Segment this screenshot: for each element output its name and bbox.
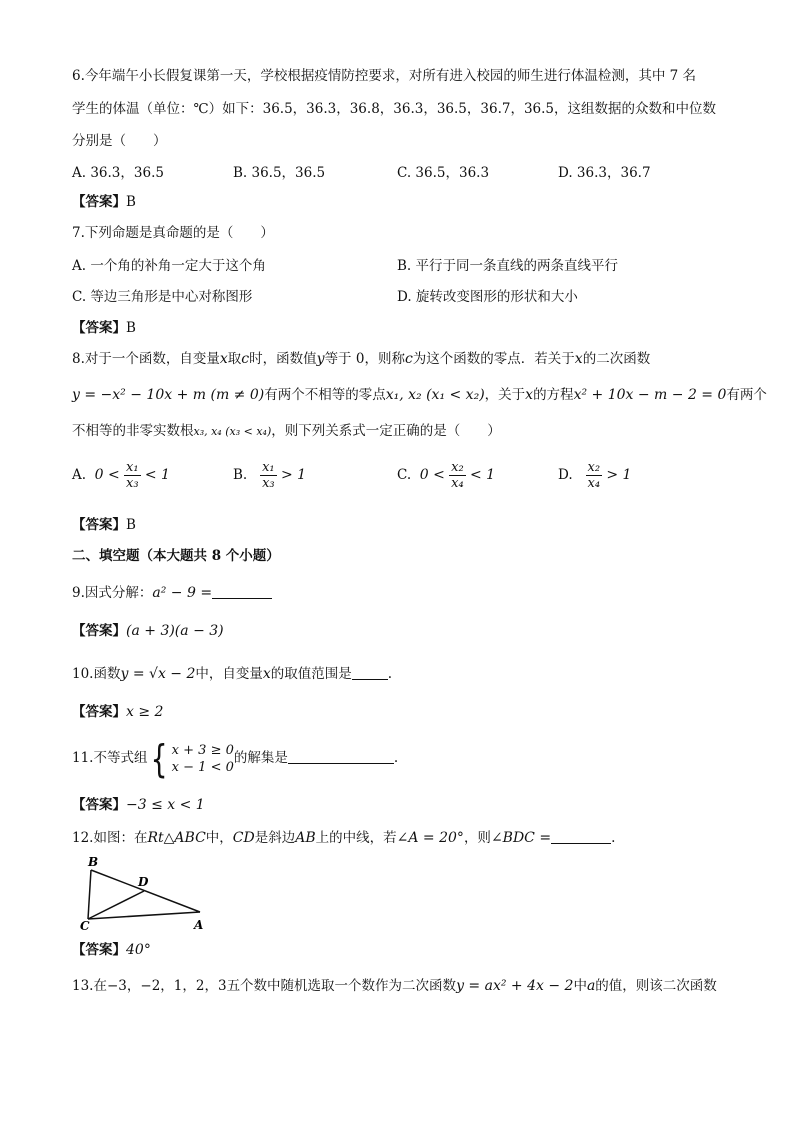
system-line-1: x + 3 ≥ 0 xyxy=(171,742,234,758)
q12-triangle: Rt△ABC xyxy=(147,830,206,846)
q8-option-c xyxy=(397,460,495,491)
option-pre: 0 < xyxy=(94,467,120,483)
q12-text: 中， xyxy=(205,830,233,846)
q8-text: 等于 0，则称 xyxy=(324,351,405,367)
answer-value: B xyxy=(126,194,136,210)
fraction xyxy=(586,460,603,491)
fraction xyxy=(449,460,466,491)
q8-var-c: c xyxy=(404,351,413,367)
q7-option-d: D. 旋转改变图形的形状和大小 xyxy=(397,289,578,305)
answer-label: 【答案】 xyxy=(72,194,126,210)
option-label: A. xyxy=(72,467,87,483)
answer-label: 【答案】 xyxy=(72,517,126,533)
q13-var-a: a xyxy=(586,978,596,994)
option-label: C. xyxy=(397,467,412,483)
numerator: x₁ xyxy=(262,460,275,475)
q11-question xyxy=(72,736,399,781)
option-post: > 1 xyxy=(606,467,632,483)
q12-angle-bdc: ∠BDC = xyxy=(490,830,552,846)
numerator: x₂ xyxy=(587,460,601,475)
q8-option-d xyxy=(558,460,631,491)
option-post: < 1 xyxy=(469,467,496,483)
option-post: < 1 xyxy=(144,467,170,483)
q13-question xyxy=(72,976,717,996)
q13-numbers: −3，−2，1，2，3 xyxy=(106,978,227,994)
q9-expression: a² − 9 = xyxy=(152,585,213,601)
q8-text: 8.对于一个函数，自变量 xyxy=(72,351,220,367)
denominator: x₃ xyxy=(262,476,275,491)
q12-segment-ab: AB xyxy=(295,830,316,846)
q7-answer xyxy=(72,318,136,338)
q9-question xyxy=(72,583,272,603)
q8-line2 xyxy=(72,385,767,405)
q8-text: 不相等的非零实数根 xyxy=(72,423,194,439)
q8-text: 有两个不相等的零点 xyxy=(264,387,386,403)
q8-var-x: x xyxy=(219,351,228,367)
denominator: x₃ xyxy=(126,476,139,491)
option-label: B. xyxy=(233,467,248,483)
label-b: B xyxy=(88,855,99,869)
answer-value: −3 ≤ x < 1 xyxy=(126,797,205,813)
option-pre: 0 < xyxy=(419,467,445,483)
q6-line2: 学生的体温（单位：℃）如下：36.5，36.3，36.8，36.3，36.5，36.7，36.5，这组数据的众数和中位数 xyxy=(72,101,717,117)
triangle-figure xyxy=(78,854,212,932)
numerator: x₂ xyxy=(451,460,464,475)
answer-label: 【答案】 xyxy=(72,623,126,639)
answer-value: B xyxy=(126,320,136,336)
system-lines xyxy=(172,742,234,776)
system-line-2: x − 1 < 0 xyxy=(171,759,234,775)
q13-expression: y = ax² + 4x − 2 xyxy=(456,978,574,994)
q8-option-b xyxy=(233,460,306,491)
segment-cd xyxy=(88,891,144,919)
answer-value: B xyxy=(126,517,136,533)
q8-var-x: x xyxy=(525,387,534,403)
q8-text: 的二次函数 xyxy=(582,351,651,367)
q6-answer xyxy=(72,192,136,212)
q13-text: 13.在 xyxy=(72,978,107,994)
q10-answer xyxy=(72,702,163,722)
left-brace: { xyxy=(151,736,169,781)
answer-blank xyxy=(288,749,394,764)
q8-answer xyxy=(72,515,136,535)
q8-function-equation: y = −x² − 10x + m (m ≠ 0) xyxy=(72,387,265,403)
q12-text: 12.如图：在 xyxy=(72,830,148,846)
fraction xyxy=(260,460,277,491)
q8-var-x: x xyxy=(574,351,583,367)
q7-option-a: A. 一个角的补角一定大于这个角 xyxy=(72,258,266,274)
q8-text: 为这个函数的零点．若关于 xyxy=(412,351,575,367)
q8-text: ，则下列关系式一定正确的是（ ） xyxy=(271,423,501,439)
denominator: x₄ xyxy=(587,476,601,491)
answer-blank xyxy=(551,829,611,844)
q12-answer xyxy=(72,940,151,960)
q8-text: 取 xyxy=(227,351,242,367)
option-post: > 1 xyxy=(280,467,307,483)
q10-text: 中，自变量 xyxy=(195,666,263,682)
q10-question xyxy=(72,664,392,684)
fraction xyxy=(124,460,141,491)
q7-line1: 7.下列命题是真命题的是（ ） xyxy=(72,225,274,241)
denominator: x₄ xyxy=(451,476,464,491)
answer-label: 【答案】 xyxy=(72,320,126,336)
answer-value: 40° xyxy=(126,942,151,958)
q10-var-x: x xyxy=(262,666,271,682)
q8-var-c: c xyxy=(241,351,250,367)
q10-expression: y = √x − 2 xyxy=(120,666,196,682)
q8-roots-x1-x2: x₁, x₂ (x₁ < x₂) xyxy=(385,387,485,403)
q6-option-c: C. 36.5，36.3 xyxy=(397,165,490,181)
q6-line1: 6.今年端午小长假复课第一天，学校根据疫情防控要求，对所有进入校园的师生进行体温检测，其中 7 名 xyxy=(72,68,697,84)
answer-blank xyxy=(212,584,272,599)
q10-text: 10.函数 xyxy=(72,666,121,682)
q12-text: 是斜边 xyxy=(254,830,296,846)
answer-label: 【答案】 xyxy=(72,704,126,720)
label-a: A xyxy=(194,918,204,932)
q8-line1 xyxy=(72,349,650,369)
q8-roots-x3-x4: x₃, x₄ (x₃ < x₄) xyxy=(193,425,272,438)
q7-option-c: C. 等边三角形是中心对称图形 xyxy=(72,289,253,305)
q12-text: 上的中线，若 xyxy=(315,830,397,846)
answer-blank xyxy=(352,665,388,680)
q7-option-b: B. 平行于同一条直线的两条直线平行 xyxy=(397,258,619,274)
q8-text: 的方程 xyxy=(533,387,574,403)
q12-angle-a: ∠A = 20° xyxy=(396,830,464,846)
q8-equation-2: x² + 10x − m − 2 = 0 xyxy=(573,387,727,403)
q12-question xyxy=(72,828,615,848)
q12-text: . xyxy=(611,830,616,846)
q6-line3: 分别是（ ） xyxy=(72,133,167,149)
q9-answer xyxy=(72,621,224,641)
q10-text: 的取值范围是 xyxy=(270,666,352,682)
q10-text: . xyxy=(387,666,393,682)
label-d: D xyxy=(138,875,149,889)
q12-text: ，则 xyxy=(463,830,491,846)
q11-text: 的解集是 xyxy=(233,750,288,766)
q8-var-y: y xyxy=(316,351,325,367)
q8-text: 时，函数值 xyxy=(249,351,317,367)
q9-text: 9.因式分解： xyxy=(72,585,153,601)
inequality-system xyxy=(147,736,234,781)
q8-option-a xyxy=(72,460,170,491)
segment-ca xyxy=(88,912,200,919)
q12-segment-cd: CD xyxy=(232,830,255,846)
q6-option-b: B. 36.5，36.5 xyxy=(233,165,326,181)
option-label: D. xyxy=(558,467,573,483)
q13-text: 中 xyxy=(573,978,587,994)
q13-text: 的值，则该二次函数 xyxy=(595,978,717,994)
q8-line3 xyxy=(72,421,501,442)
q8-text: 有两个 xyxy=(726,387,767,403)
section-2-heading: 二、填空题（本大题共 8 个小题） xyxy=(72,548,280,564)
answer-label: 【答案】 xyxy=(72,942,126,958)
answer-value: (a + 3)(a − 3) xyxy=(126,623,224,639)
answer-label: 【答案】 xyxy=(72,797,126,813)
segment-bc xyxy=(88,870,91,919)
q11-text: 11.不等式组 xyxy=(72,750,148,766)
label-c: C xyxy=(80,919,90,932)
answer-value: x ≥ 2 xyxy=(126,704,164,720)
q11-answer xyxy=(72,795,205,815)
q6-option-a: A. 36.3，36.5 xyxy=(72,165,164,181)
q8-text: ，关于 xyxy=(484,387,526,403)
q13-text: 五个数中随机选取一个数作为二次函数 xyxy=(226,978,457,994)
q11-text: . xyxy=(393,750,399,766)
numerator: x₁ xyxy=(126,460,139,475)
q6-option-d: D. 36.3，36.7 xyxy=(558,165,651,181)
